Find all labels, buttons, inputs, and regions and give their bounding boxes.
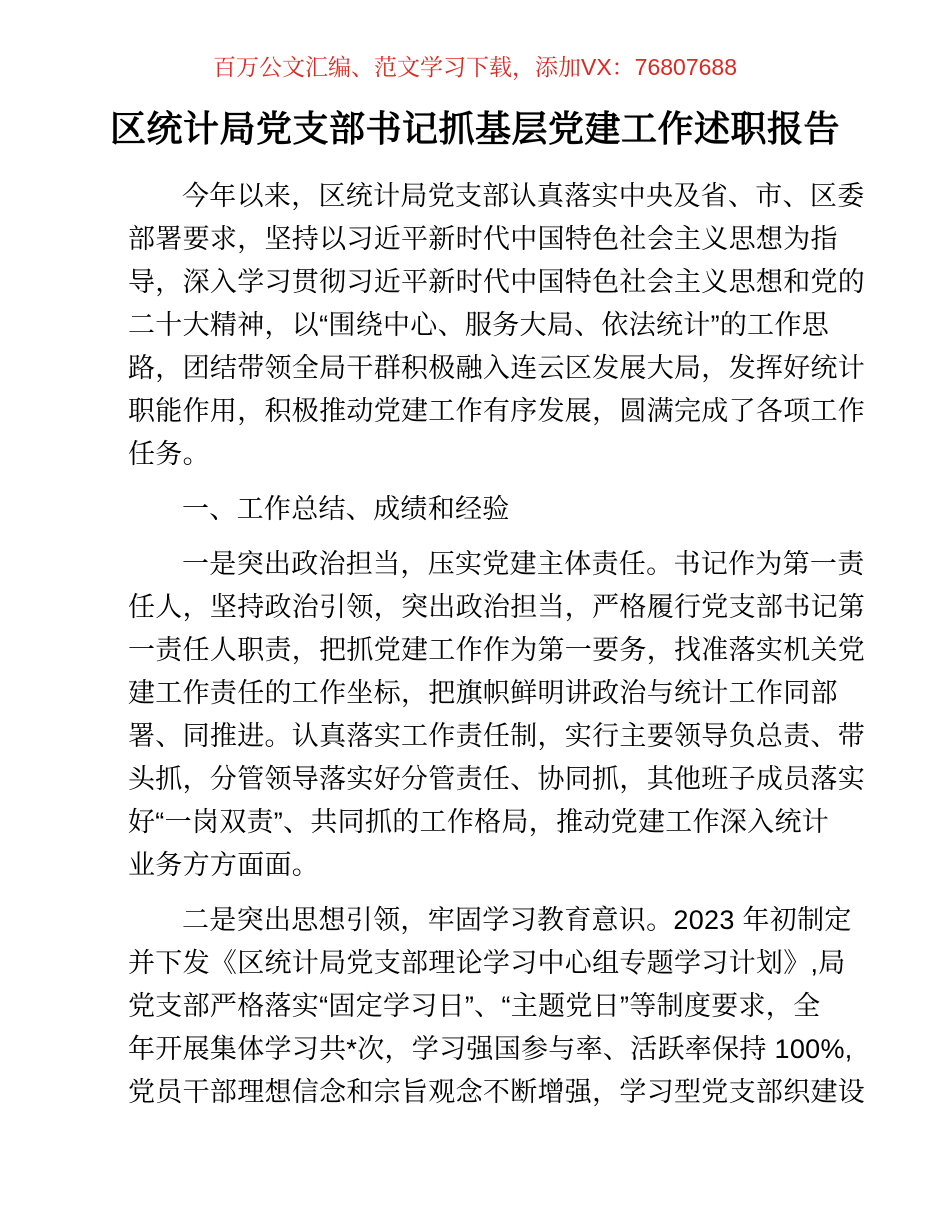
- text-line: 业务方方面面。: [128, 850, 320, 880]
- text-line: 好“一岗双责”、共同抓的工作格局，推动党建工作深入统计: [128, 807, 830, 837]
- paragraph: [128, 899, 866, 1114]
- text-line: 二是突出思想引领，牢固学习教育意识。2023 年初制定: [182, 905, 852, 935]
- document-title: 区统计局党支部书记抓基层党建工作述职报告: [109, 108, 840, 149]
- text-line: 部署要求，坚持以习近平新时代中国特色社会主义思想为指: [128, 224, 838, 254]
- text-line: 任务。: [128, 439, 210, 469]
- text-line: 路，团结带领全局干群积极融入连云区发展大局，发挥好统计: [128, 353, 866, 383]
- paragraph: [128, 175, 866, 476]
- document-body: [128, 175, 866, 1114]
- header-notice: 百万公文汇编、范文学习下载，添加VX：76807688: [212, 54, 737, 80]
- text-line: 导，深入学习贯彻习近平新时代中国特色社会主义思想和党的: [128, 267, 866, 297]
- section-heading: [128, 488, 830, 531]
- text-line: 年开展集体学习共*次，学习强国参与率、活跃率保持 100%,: [128, 1034, 853, 1064]
- text-line: 今年以来，区统计局党支部认真落实中央及省、市、区委: [182, 181, 865, 211]
- text-line: 职能作用，积极推动党建工作有序发展，圆满完成了各项工作: [128, 396, 866, 426]
- text-line: 建工作责任的工作坐标，把旗帜鲜明讲政治与统计工作同部: [128, 678, 838, 708]
- text-line: 一、工作总结、成绩和经验: [182, 494, 510, 524]
- text-line: 署、同推进。认真落实工作责任制，实行主要领导负总责、带: [128, 721, 866, 751]
- text-line: 党员干部理想信念和宗旨观念不断增强，学习型党支部织建设: [128, 1077, 866, 1107]
- text-line: 头抓，分管领导落实好分管责任、协同抓，其他班子成员落实: [128, 764, 866, 794]
- text-line: 一是突出政治担当，压实党建主体责任。书记作为第一责: [182, 549, 865, 579]
- text-line: 并下发《区统计局党支部理论学习中心组专题学习计划》,局: [128, 948, 846, 978]
- text-line: 党支部严格落实“固定学习日”、“主题党日”等制度要求，全: [128, 991, 821, 1021]
- text-line: 一责任人职责，把抓党建工作作为第一要务，找准落实机关党: [128, 635, 866, 665]
- paragraph: [128, 543, 866, 887]
- text-line: 任人，坚持政治引领，突出政治担当，严格履行党支部书记第: [128, 592, 866, 622]
- text-line: 二十大精神，以“围绕中心、服务大局、依法统计”的工作思: [128, 310, 830, 340]
